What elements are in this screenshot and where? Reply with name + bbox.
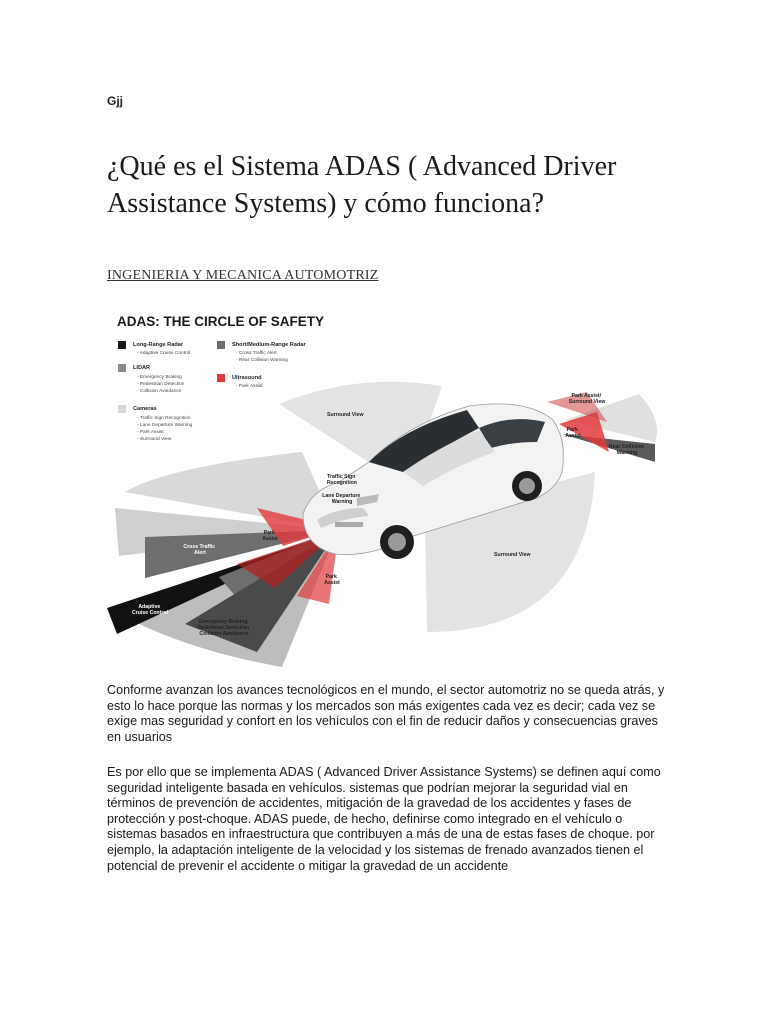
legend-swatch-cameras [118,405,126,413]
legend-swatch-short-medium [217,341,225,349]
legend-item: - Park Assist [137,430,164,435]
label-traffic-sign: Traffic Sign Recognition [327,474,357,486]
adas-diagram [107,302,663,670]
legend-item: - Park Assist [236,384,263,389]
label-cross-traffic: Cross Traffic Alert [183,544,216,556]
label-park-assist-rear: Park Assist [565,427,581,439]
body-paragraph-2: Es por ello que se implementa ADAS ( Advanced Driver Assistance Systems) se definen aquí como seguridad inteligente basada en vehículos. sistemas que podrían mejorar la seguridad vial en términos de prevención de accidentes, mitigación de la gravedad de los accidentes y fases de protección y post-choque. ADAS puede, de hecho, definirse como integrado en el vehículo o sistemas basados en infraestructura que contribuyen a más de una de estas fases de choque. por ejemplo, la adaptación inteligente de la velocidad y los sistemas de frenado avanzados tienen el potencial de prevenir el accidente o mitigar la gravedad de un accidente [107,765,661,873]
label-surround-view-top: Surround View [327,412,364,418]
legend-item: - Emergency Braking [137,375,182,380]
legend-title-lidar: LIDAR [133,365,151,371]
label-lane-departure: Lane Departure Warning [322,493,361,505]
label-surround-view-right: Surround View [494,552,531,558]
label-park-assist-front-top: Park Assist [262,530,278,542]
legend-item: - Adaptive Cruise Control [137,351,191,356]
legend-title-cameras: Cameras [133,406,157,412]
category-link[interactable]: INGENIERIA Y MECANICA AUTOMOTRIZ [107,268,379,283]
legend-swatch-long-range [118,341,126,349]
legend-item: - Pedestrian Detection [137,382,185,387]
label-park-assist-front-bottom: Park Assist [324,574,340,586]
figure-title: ADAS: THE CIRCLE OF SAFETY [117,314,325,329]
label-rear-collision: Rear Collision Warning [608,444,644,456]
header-label: Gjj [107,94,124,108]
label-adaptive-cruise: Adaptive Cruise Control [131,604,169,616]
legend-title-short-medium: Short/Medium-Range Radar [232,342,306,348]
legend [118,341,306,442]
body-paragraph-1: Conforme avanzan los avances tecnológicos en el mundo, el sector automotriz no se queda atrás, y esto lo hace porque las normas y los mercados son más exigentes cada vez es decir; cada vez se exige mas seguridad y confort en los vehículos con el fin de reducir daños y consecuencias graves en usuarios [107,683,665,744]
legend-item: - Collision Avoidance [137,389,182,394]
legend-title-long-range: Long-Range Radar [133,342,184,348]
legend-swatch-ultrasound [217,374,225,382]
label-park-assist-surround: Park Assist/ Surround View [568,393,606,405]
legend-swatch-lidar [118,364,126,372]
legend-item: - Surround View [137,437,172,442]
legend-item: - Cross Traffic Alert [236,351,277,356]
article-title: ¿Qué es el Sistema ADAS ( Advanced Driver Assistance Systems) y cómo funciona? [107,151,617,219]
legend-item: - Lane Departure Warning [137,423,193,428]
legend-title-ultrasound: Ultrasound [232,375,262,381]
legend-item: - Rear Collision Warning [236,358,288,363]
label-emergency: Emergency Braking Pedestrian Detection Collision Avoidance [197,619,250,637]
legend-item: - Traffic Sign Recognition [137,416,191,421]
